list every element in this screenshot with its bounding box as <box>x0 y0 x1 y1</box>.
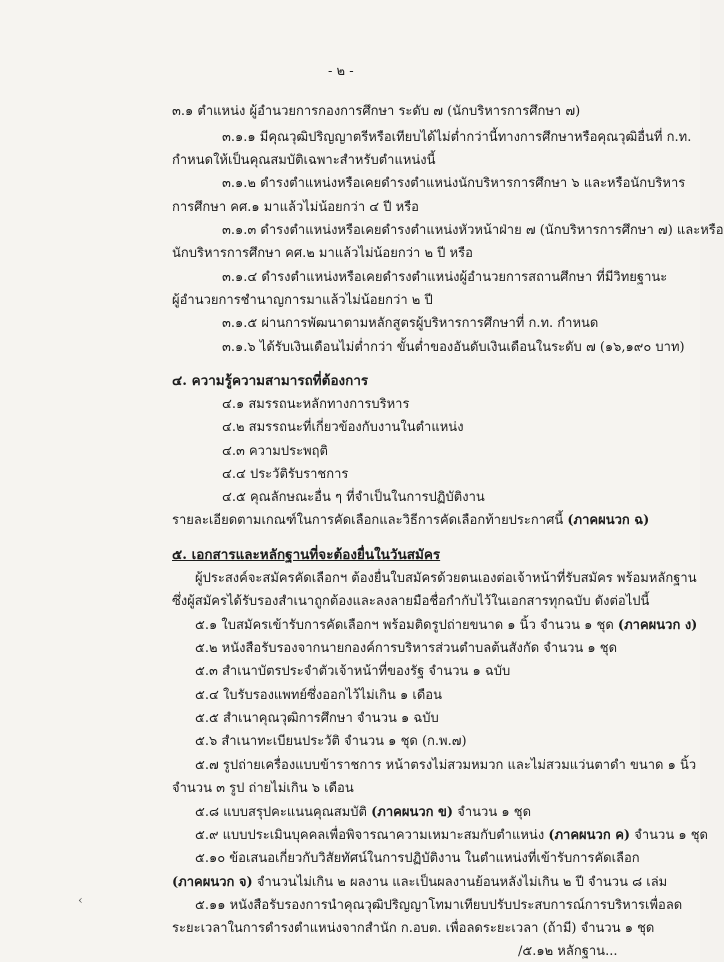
item-3-1-3-line1: ๓.๑.๓ ดำรงตำแหน่งหรือเคยดำรงตำแหน่งหัวหน้าฝ่าย ๗ (นักบริหารการศึกษา ๗) และหรือ <box>222 223 724 238</box>
item-5-11-line2: ระยะเวลาในการดำรงตำแหน่งจากสำนัก ก.อบต. เพื่อลดระยะเวลา (ถ้ามี) จำนวน ๑ ชุด <box>172 921 655 936</box>
item-3-1-4-line1: ๓.๑.๔ ดำรงตำแหน่งหรือเคยดำรงตำแหน่งผู้อำนวยการสถานศึกษา ที่มีวิทยฐานะ <box>222 270 668 285</box>
annex-b-label: (ภาคผนวก ข) <box>371 805 454 820</box>
item-3-1-1-line1: ๓.๑.๑ มีคุณวุฒิปริญญาตรีหรือเทียบได้ไม่ต่ำกว่านี้ทางการศึกษาหรือคุณวุฒิอื่นที่ ก.ท. <box>222 130 692 145</box>
item-4-4: ๔.๔ ประวัติรับราชการ <box>222 467 349 482</box>
item-3-1-3-line2: นักบริหารการศึกษา คศ.๒ มาแล้วไม่น้อยกว่า ๒ ปี หรือ <box>172 246 473 261</box>
annex-d-label: (ภาคผนวก ง) <box>617 618 698 633</box>
item-5-10-line1: ๕.๑๐ ข้อเสนอเกี่ยวกับวิสัยทัศน์ในการปฏิบัติงาน ในตำแหน่งที่เข้ารับการคัดเลือก <box>195 851 640 866</box>
item-3-1-4-line2: ผู้อำนวยการชำนาญการมาแล้วไม่น้อยกว่า ๒ ปี <box>172 293 433 308</box>
item-4-1: ๔.๑ สมรรถนะหลักทางการบริหาร <box>222 397 410 412</box>
item-5-9-text: ๕.๙ แบบประเมินบุคคลเพื่อพิจารณาความเหมาะสมกับตำแหน่ง <box>195 828 545 843</box>
item-5-7-line2: จำนวน ๓ รูป ถ่ายไม่เกิน ๖ เดือน <box>172 781 354 796</box>
item-4-3: ๔.๓ ความประพฤติ <box>222 444 328 459</box>
item-5-9-qty: จำนวน ๑ ชุด <box>634 828 708 843</box>
item-5-5: ๕.๕ สำเนาคุณวุฒิการศึกษา จำนวน ๑ ฉบับ <box>195 711 439 726</box>
annex-e-label: (ภาคผนวก จ) <box>172 875 253 890</box>
item-5-10-text: จำนวนไม่เกิน ๒ ผลงาน และเป็นผลงานย้อนหลังไม่เกิน ๒ ปี จำนวน ๘ เล่ม <box>256 875 668 890</box>
item-3-1-5: ๓.๑.๕ ผ่านการพัฒนาตามหลักสูตรผู้บริหารการศึกษาที่ ก.ท. กำหนด <box>222 316 599 331</box>
item-5-10-line2 <box>172 875 667 891</box>
item-5-6: ๕.๖ สำเนาทะเบียนประวัติ จำนวน ๑ ชุด (ก.พ.๗) <box>195 734 467 749</box>
item-5-1 <box>195 618 697 634</box>
item-3-1-2-line1: ๓.๑.๒ ดำรงตำแหน่งหรือเคยดำรงตำแหน่งนักบริหารการศึกษา ๖ และหรือนักบริหาร <box>222 176 686 191</box>
item-4-2: ๔.๒ สมรรถนะที่เกี่ยวข้องกับงานในตำแหน่ง <box>222 420 464 435</box>
item-5-1-text: ๕.๑ ใบสมัครเข้ารับการคัดเลือกฯ พร้อมติดรูปถ่ายขนาด ๑ นิ้ว จำนวน ๑ ชุด <box>195 618 614 633</box>
item-5-9 <box>195 828 708 844</box>
item-5-4: ๕.๔ ใบรับรองแพทย์ซึ่งออกไว้ไม่เกิน ๑ เดือน <box>195 688 442 703</box>
detail-text: รายละเอียดตามเกณฑ์ในการคัดเลือกและวิธีการคัดเลือกท้ายประกาศนี้ <box>172 513 564 528</box>
item-5-7-line1: ๕.๗ รูปถ่ายเครื่องแบบข้าราชการ หน้าตรงไม่สวมหมวก และไม่สวมแว่นตาดำ ขนาด ๑ นิ้ว <box>195 758 697 773</box>
stray-mark-icon: ‹ <box>78 893 83 907</box>
section-5-heading: ๕. เอกสารและหลักฐานที่จะต้องยื่นในวันสมัคร <box>172 547 441 563</box>
section-3-1: ๓.๑ ตำแหน่ง ผู้อำนวยการกองการศึกษา ระดับ ๗ (นักบริหารการศึกษา ๗) <box>172 104 581 119</box>
item-5-2: ๕.๒ หนังสือรับรองจากนายกองค์การบริหารส่วนตำบลต้นสังกัด จำนวน ๑ ชุด <box>195 641 618 656</box>
section-4-detail <box>172 513 649 529</box>
item-3-1-2-line2: การศึกษา คศ.๑ มาแล้วไม่น้อยกว่า ๔ ปี หรือ <box>172 200 419 215</box>
item-4-5: ๔.๕ คุณลักษณะอื่น ๆ ที่จำเป็นในการปฏิบัติงาน <box>222 490 485 505</box>
section-5-intro-line2: ซึ่งผู้สมัครได้รับรองสำเนาถูกต้องและลงลายมือชื่อกำกับไว้ในเอกสารทุกฉบับ ดังต่อไปนี้ <box>172 594 650 609</box>
item-5-11-line1: ๕.๑๑ หนังสือรับรองการนำคุณวุฒิปริญญาโทมาเทียบปรับประสบการณ์การบริหารเพื่อลด <box>195 898 683 913</box>
section-5-intro-line1: ผู้ประสงค์จะสมัครคัดเลือกฯ ต้องยื่นใบสมัครด้วยตนเองต่อเจ้าหน้าที่รับสมัคร พร้อมหลักฐาน <box>195 571 697 586</box>
continuation-note: /๕.๑๒ หลักฐาน... <box>518 944 618 959</box>
item-5-8-qty: จำนวน ๑ ชุด <box>457 805 532 820</box>
annex-f-label: (ภาคผนวก ฉ) <box>567 513 650 528</box>
item-3-1-1-line2: กำหนดให้เป็นคุณสมบัติเฉพาะสำหรับตำแหน่งนี้ <box>172 153 436 168</box>
item-3-1-6: ๓.๑.๖ ได้รับเงินเดือนไม่ต่ำกว่า ขั้นต่ำของอันดับเงินเดือนในระดับ ๗ (๑๖,๑๙๐ บาท) <box>222 340 685 355</box>
section-4-heading: ๔. ความรู้ความสามารถที่ต้องการ <box>172 373 369 389</box>
annex-c-label: (ภาคผนวก ค) <box>548 828 631 843</box>
item-5-8-text: ๕.๘ แบบสรุปคะแนนคุณสมบัติ <box>195 805 367 820</box>
item-5-3: ๕.๓ สำเนาบัตรประจำตัวเจ้าหน้าที่ของรัฐ จำนวน ๑ ฉบับ <box>195 664 511 679</box>
item-5-8 <box>195 805 531 821</box>
page-number: - ๒ - <box>328 64 354 79</box>
